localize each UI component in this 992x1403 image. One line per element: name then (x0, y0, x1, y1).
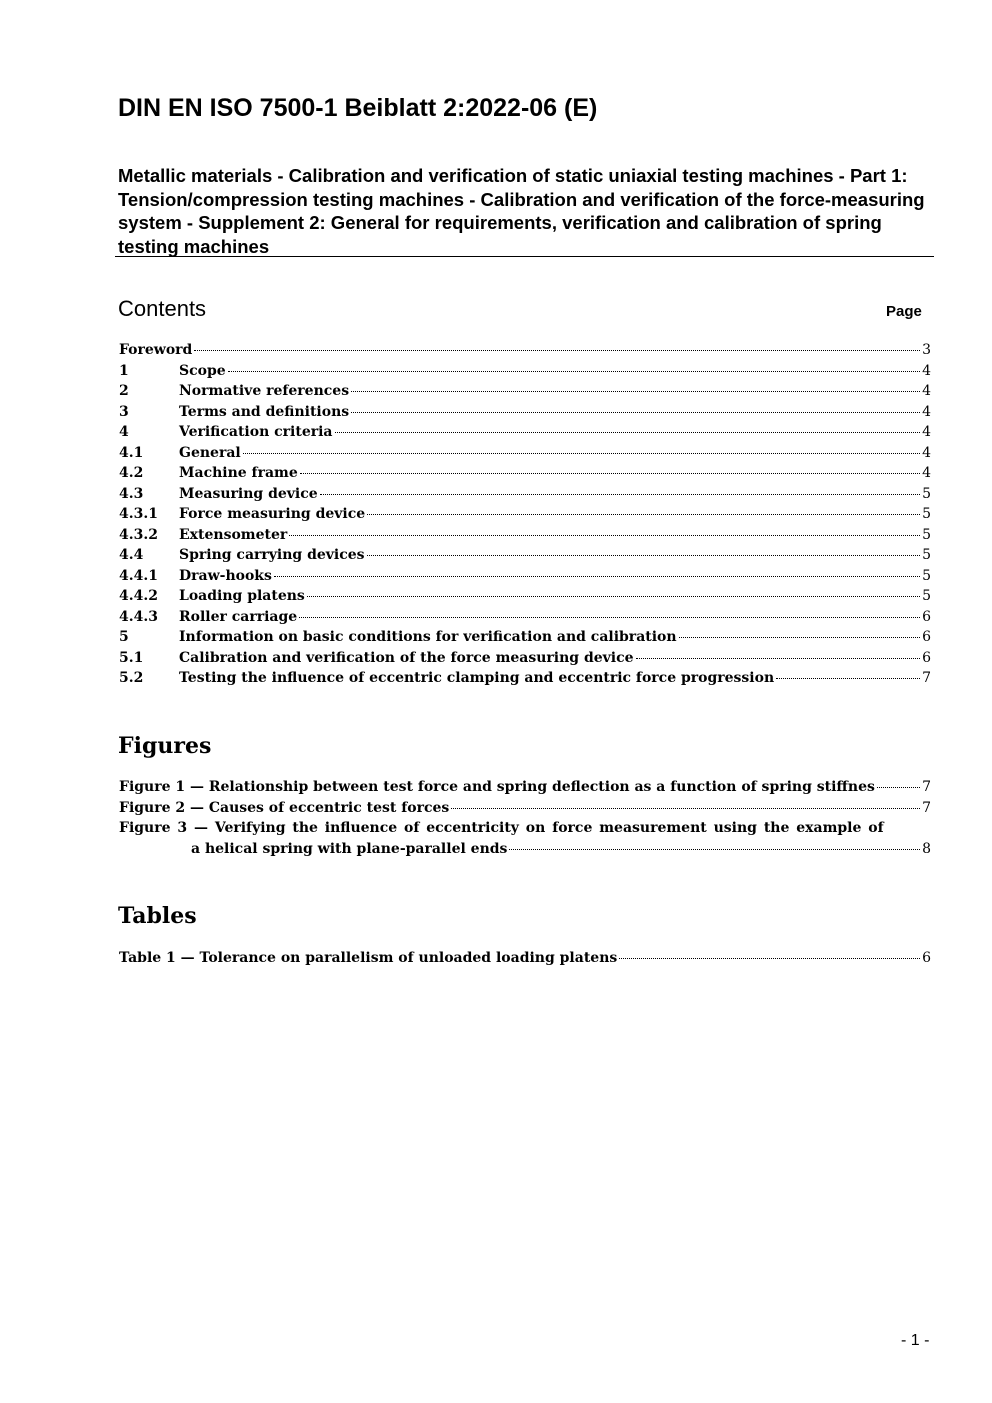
toc-entry-number: 4.3 (119, 485, 144, 502)
figure-entry[interactable] (119, 800, 931, 821)
figure-entry-page: 7 (922, 799, 931, 816)
toc-entry-title: Force measuring device (179, 506, 366, 522)
toc-entry-title: Terms and definitions (179, 403, 350, 420)
document-title: DIN EN ISO 7500-1 Beiblatt 2:2022-06 (E) (118, 94, 598, 122)
page-number: - 1 - (901, 1332, 930, 1349)
toc-entry-page: 4 (922, 465, 931, 481)
toc-entry-page: 5 (922, 526, 931, 543)
figure-entry[interactable] (119, 841, 931, 862)
toc-entry-number: 4.4.1 (119, 567, 158, 584)
toc-entry-title: Machine frame (179, 465, 298, 481)
title-divider (115, 256, 934, 257)
toc-entry-title: Draw-hooks (179, 567, 272, 584)
dot-leader (367, 555, 921, 556)
dot-leader (451, 808, 920, 809)
dot-leader (679, 637, 921, 638)
dot-leader (320, 494, 920, 495)
toc-entry-title: Measuring device (179, 485, 318, 502)
toc-entry-page: 4 (922, 424, 931, 440)
toc-entry[interactable] (119, 486, 931, 507)
toc-entry-page: 4 (922, 403, 931, 420)
toc-entry-title: Verification criteria (179, 424, 333, 440)
figure-entry-title-continued: a helical spring with plane-parallel ends (191, 840, 508, 857)
toc-entry-number: 4.4.2 (119, 588, 158, 604)
toc-entry-page: 4 (922, 383, 931, 399)
toc-entry-number: 4.4 (119, 547, 144, 563)
toc-entry-number: 4.3.2 (119, 526, 158, 543)
tables-heading: Tables (118, 903, 197, 929)
toc-entry-title: Roller carriage (179, 608, 298, 625)
page-column-label: Page (886, 303, 922, 320)
toc-entry-page: 6 (922, 649, 931, 666)
dot-leader (299, 617, 920, 618)
dot-leader (300, 473, 920, 474)
dot-leader (776, 678, 920, 679)
dot-leader (307, 596, 920, 597)
table-entry-page: 6 (922, 950, 931, 966)
dot-leader (289, 535, 920, 536)
dot-leader (335, 432, 921, 433)
toc-entry[interactable] (119, 383, 931, 404)
toc-entry-title: Scope (179, 362, 226, 379)
figures-list (119, 779, 931, 861)
toc-entry-page: 6 (922, 608, 931, 625)
toc-entry[interactable] (119, 547, 931, 568)
toc-entry-page: 3 (922, 342, 931, 358)
toc-entry[interactable] (119, 527, 931, 548)
figure-entry-first-line[interactable]: Figure 3 — Verifying the influence of eccentricity on force measurement using the example of (119, 820, 884, 836)
table-entry-title: Table 1 — Tolerance on parallelism of unloaded loading platens (119, 950, 618, 966)
toc-entry[interactable] (119, 404, 931, 425)
toc-entry[interactable] (119, 609, 931, 630)
toc-entry[interactable] (119, 424, 931, 445)
dot-leader (509, 849, 920, 850)
toc-entry[interactable] (119, 670, 931, 691)
tables-list (119, 950, 931, 971)
toc-entry[interactable] (119, 650, 931, 671)
toc-entry-title: Foreword (119, 342, 193, 358)
toc-entry-number: 4.3.1 (119, 506, 158, 522)
contents-heading: Contents (118, 296, 207, 321)
toc-entry-page: 5 (922, 588, 931, 604)
toc-entry[interactable] (119, 506, 931, 527)
contents-list (119, 342, 931, 691)
toc-entry-title: Extensometer (179, 526, 288, 543)
toc-entry-number: 4.4.3 (119, 608, 158, 625)
toc-entry-number: 4.1 (119, 444, 144, 461)
toc-entry-title: Spring carrying devices (179, 547, 365, 563)
toc-entry[interactable] (119, 465, 931, 486)
toc-entry-number: 1 (119, 362, 129, 379)
dot-leader (619, 958, 920, 959)
toc-entry-page: 7 (922, 670, 931, 686)
toc-entry[interactable] (119, 342, 931, 363)
toc-entry[interactable] (119, 629, 931, 650)
toc-entry-title: Testing the influence of eccentric clamping and eccentric force progression (179, 670, 775, 686)
toc-entry-number: 5 (119, 629, 129, 645)
toc-entry-page: 5 (922, 547, 931, 563)
toc-entry[interactable] (119, 588, 931, 609)
figure-entry-title: Figure 1 — Relationship between test force and spring deflection as a function of spring stiffnes (119, 779, 875, 795)
toc-entry-page: 4 (922, 444, 931, 461)
toc-entry-number: 4.2 (119, 465, 144, 481)
figure-entry-title: Figure 2 — Causes of eccentric test forces (119, 799, 450, 816)
toc-entry-page: 5 (922, 485, 931, 502)
toc-entry-page: 6 (922, 629, 931, 645)
toc-entry-number: 4 (119, 424, 129, 440)
toc-entry-number: 5.2 (119, 670, 144, 686)
toc-entry-title: General (179, 444, 241, 461)
dot-leader (367, 514, 920, 515)
toc-entry-title: Information on basic conditions for verification and calibration (179, 629, 677, 645)
toc-entry[interactable] (119, 363, 931, 384)
dot-leader (636, 658, 921, 659)
dot-leader (274, 576, 920, 577)
table-entry[interactable] (119, 950, 931, 971)
toc-entry-title: Loading platens (179, 588, 305, 604)
document-subtitle: Metallic materials - Calibration and verification of static uniaxial testing machines - Part 1: Tension/compression testing machines - Calibration and verification of the force-measuring system - Supplement 2: General for requirements, verification and calibration of spring testing machines (118, 165, 925, 257)
toc-entry-title: Calibration and verification of the force measuring device (179, 649, 634, 666)
dot-leader (228, 371, 920, 372)
toc-entry-number: 3 (119, 403, 129, 420)
toc-entry-number: 5.1 (119, 649, 144, 666)
toc-entry-page: 5 (922, 506, 931, 522)
dot-leader (351, 391, 920, 392)
toc-entry-page: 5 (922, 567, 931, 584)
toc-entry-title: Normative references (179, 383, 350, 399)
figure-entry[interactable] (119, 779, 931, 800)
figures-heading: Figures (118, 733, 212, 759)
toc-entry[interactable] (119, 568, 931, 589)
dot-leader (243, 453, 920, 454)
dot-leader (351, 412, 920, 413)
toc-entry-number: 2 (119, 383, 129, 399)
figure-entry-page: 8 (922, 840, 931, 857)
dot-leader (194, 350, 920, 351)
toc-entry[interactable] (119, 445, 931, 466)
toc-entry-page: 4 (922, 362, 931, 379)
figure-entry-page: 7 (922, 779, 931, 795)
dot-leader (877, 787, 920, 788)
